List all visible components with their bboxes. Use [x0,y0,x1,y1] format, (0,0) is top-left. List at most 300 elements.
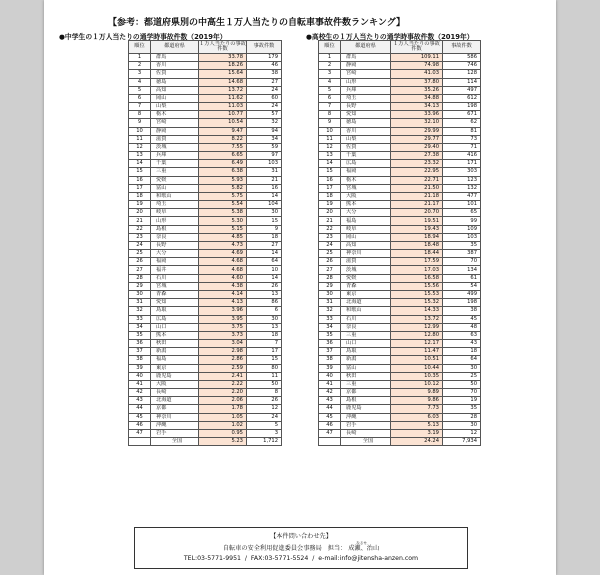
prefecture-cell: 岡山 [341,233,391,241]
table-row [129,315,282,323]
count-cell: 586 [443,54,481,62]
rate-cell: 29.40 [391,143,443,151]
count-cell: 303 [443,168,481,176]
rank-cell: 28 [129,274,151,282]
rank-cell: 46 [129,421,151,429]
prefecture-cell: 広島 [341,160,391,168]
count-cell: 7 [247,340,282,348]
rank-cell: 32 [319,307,341,315]
table-row [319,258,481,266]
contact-person-label: 担当： [327,545,347,552]
count-cell: 123 [443,176,481,184]
count-cell: 54 [443,282,481,290]
rate-cell: 29.99 [391,127,443,135]
table-row [319,356,481,364]
contact-heading: 【本件問い合わせ先】 [270,533,332,540]
prefecture-cell: 愛媛 [151,176,199,184]
rank-cell: 17 [129,184,151,192]
rank-cell: 3 [129,70,151,78]
prefecture-cell: 香川 [341,127,391,135]
table-row [129,127,282,135]
count-cell: 12 [247,405,282,413]
table-row [319,78,481,86]
count-cell: 198 [443,299,481,307]
table-row [129,160,282,168]
prefecture-cell: 兵庫 [151,152,199,160]
rank-cell: 9 [319,119,341,127]
rank-cell: 34 [129,323,151,331]
prefecture-cell: 和歌山 [151,192,199,200]
rate-cell: 11.62 [199,94,247,102]
count-cell: 35 [443,405,481,413]
count-cell: 65 [443,209,481,217]
prefecture-cell: 神奈川 [341,250,391,258]
prefecture-cell: 長野 [341,103,391,111]
table-row [319,315,481,323]
rate-cell: 10.77 [199,111,247,119]
count-cell: 81 [443,127,481,135]
rate-cell: 3.04 [199,340,247,348]
table-row [319,54,481,62]
table-row [319,127,481,135]
prefecture-cell: 石川 [341,315,391,323]
header-row [319,41,481,54]
table-row [319,86,481,94]
table-row [129,299,282,307]
table-row [319,413,481,421]
count-cell: 18 [247,233,282,241]
table-row [319,62,481,70]
prefecture-cell: 岐阜 [341,225,391,233]
prefecture-cell: 福岡 [341,168,391,176]
prefecture-cell: 徳島 [341,119,391,127]
rate-cell: 3.96 [199,307,247,315]
rate-cell: 12.80 [391,331,443,339]
count-cell: 80 [247,364,282,372]
prefecture-cell: 全国 [341,438,391,446]
count-cell: 179 [247,54,282,62]
table-row [129,340,282,348]
table-row [319,184,481,192]
rate-cell: 37.80 [391,78,443,86]
count-cell: 60 [247,94,282,102]
rank-cell: 27 [319,266,341,274]
table-row [319,103,481,111]
rate-cell: 3.75 [199,323,247,331]
rate-cell: 16.58 [391,274,443,282]
table-row [319,111,481,119]
rank-cell: 43 [319,397,341,405]
table-row [129,94,282,102]
column-header: 事故件数 [443,41,481,54]
table-row [129,62,282,70]
table-row [129,429,282,437]
rank-cell: 25 [319,250,341,258]
rate-cell: 5.23 [199,438,247,446]
rank-cell: 47 [319,429,341,437]
rate-cell: 33.78 [199,54,247,62]
rank-cell: 6 [129,94,151,102]
rank-cell: 21 [129,217,151,225]
rank-cell: 38 [319,356,341,364]
count-cell: 14 [247,192,282,200]
rank-cell: 35 [319,331,341,339]
table-row [319,290,481,298]
prefecture-cell: 静岡 [151,127,199,135]
prefecture-cell: 群馬 [341,54,391,62]
prefecture-cell: 秋田 [151,340,199,348]
count-cell: 104 [247,201,282,209]
rank-cell: 29 [129,282,151,290]
rate-cell: 15.56 [391,282,443,290]
count-cell: 14 [247,250,282,258]
document-page [44,0,556,575]
rate-cell: 10.12 [391,380,443,388]
rate-cell: 12.99 [391,323,443,331]
rank-cell: 1 [129,54,151,62]
rank-cell: 4 [319,78,341,86]
contact-fax: FAX:03-5771-5524 [250,555,309,562]
prefecture-cell: 宮崎 [151,119,199,127]
rank-cell: 24 [319,241,341,249]
count-cell: 28 [443,413,481,421]
count-cell: 32 [247,119,282,127]
table-row [129,397,282,405]
count-cell: 16 [247,184,282,192]
prefecture-cell: 北海道 [341,299,391,307]
rank-cell: 26 [319,258,341,266]
rate-cell: 4.60 [199,274,247,282]
table-row [129,372,282,380]
table-row [319,135,481,143]
rank-cell: 20 [129,209,151,217]
count-cell: 8 [247,389,282,397]
rank-cell: 35 [129,331,151,339]
rate-cell: 21.17 [391,201,443,209]
prefecture-cell: 茨城 [341,266,391,274]
table-row [129,78,282,86]
rank-cell: 22 [319,225,341,233]
prefecture-cell: 熊本 [151,331,199,339]
rank-cell: 11 [129,135,151,143]
table-row [319,299,481,307]
rate-cell: 2.06 [199,397,247,405]
rank-cell: 36 [319,340,341,348]
count-cell: 103 [247,160,282,168]
rate-cell: 6.38 [199,168,247,176]
prefecture-cell: 高知 [151,86,199,94]
count-cell: 45 [443,315,481,323]
count-cell: 21 [247,176,282,184]
table-row [129,380,282,388]
table-row [129,290,282,298]
count-cell: 50 [247,380,282,388]
senior-subtitle: ●高校生の１万人当たりの通学時事故件数（2019年） [306,33,474,41]
rate-cell: 2.86 [199,356,247,364]
prefecture-cell: 長崎 [341,429,391,437]
table-row [319,209,481,217]
table-row [129,323,282,331]
count-cell: 132 [443,184,481,192]
prefecture-cell: 三重 [341,331,391,339]
count-cell: 73 [443,135,481,143]
rate-cell: 18.44 [391,250,443,258]
count-cell: 1,712 [247,438,282,446]
senior-ranking-table [318,40,481,446]
count-cell: 18 [443,348,481,356]
rank-cell: 40 [129,372,151,380]
table-row [129,217,282,225]
table-row [319,225,481,233]
count-cell: 71 [443,143,481,151]
count-cell: 26 [247,282,282,290]
count-cell: 114 [443,78,481,86]
count-cell: 59 [247,143,282,151]
prefecture-cell: 鳥取 [151,307,199,315]
rank-cell: 31 [129,299,151,307]
rank-cell [129,438,151,446]
table-row [319,429,481,437]
rate-cell: 5.15 [199,225,247,233]
rate-cell: 7.73 [391,405,443,413]
prefecture-cell: 大阪 [151,380,199,388]
table-row [319,331,481,339]
prefecture-cell: 岐阜 [151,209,199,217]
prefecture-cell: 山形 [341,78,391,86]
prefecture-cell: 東京 [341,290,391,298]
rank-cell: 2 [319,62,341,70]
rate-cell: 2.41 [199,372,247,380]
table-row [129,70,282,78]
rate-cell: 5.93 [199,176,247,184]
rate-cell: 3.73 [199,331,247,339]
table-row [129,307,282,315]
total-row [319,438,481,446]
count-cell: 94 [247,127,282,135]
table-row [129,421,282,429]
prefecture-cell: 島根 [151,225,199,233]
prefecture-cell: 滋賀 [341,258,391,266]
table-row [319,405,481,413]
rank-cell: 22 [129,225,151,233]
table-row [129,111,282,119]
prefecture-cell: 静岡 [341,62,391,70]
contact-phone-line [135,555,467,562]
column-header: 順位 [129,41,151,54]
table-row [319,372,481,380]
rank-cell: 3 [319,70,341,78]
count-cell: 171 [443,160,481,168]
table-row [319,201,481,209]
count-cell: 128 [443,70,481,78]
prefecture-cell: 山口 [151,323,199,331]
table-row [319,421,481,429]
prefecture-cell: 山形 [151,217,199,225]
rank-cell: 10 [129,127,151,135]
prefecture-cell: 三重 [341,380,391,388]
rank-cell: 19 [319,201,341,209]
rank-cell: 43 [129,397,151,405]
rank-cell: 14 [129,160,151,168]
prefecture-cell: 神奈川 [151,413,199,421]
contact-organization: 自転車の安全利用促進委員会事務局 [222,545,322,552]
rate-cell: 22.95 [391,168,443,176]
rank-cell: 4 [129,78,151,86]
rate-cell: 2.98 [199,348,247,356]
prefecture-cell: 新潟 [341,356,391,364]
table-row [319,143,481,151]
contact-email[interactable]: e-mail:info@jitensha-anzen.com [318,555,419,562]
count-cell: 5 [247,421,282,429]
table-row [319,397,481,405]
rank-cell: 14 [319,160,341,168]
count-cell: 25 [443,372,481,380]
rank-cell: 21 [319,217,341,225]
prefecture-cell: 愛知 [151,299,199,307]
prefecture-cell: 高知 [341,241,391,249]
table-row [319,152,481,160]
rate-cell: 109.11 [391,54,443,62]
table-row [319,340,481,348]
rate-cell: 34.88 [391,94,443,102]
table-row [129,184,282,192]
table-row [129,152,282,160]
rank-cell: 5 [319,86,341,94]
prefecture-cell: 秋田 [341,372,391,380]
count-cell: 17 [247,348,282,356]
prefecture-cell: 埼玉 [341,94,391,102]
rate-cell: 4.14 [199,290,247,298]
rate-cell: 14.68 [199,78,247,86]
prefecture-cell: 北海道 [151,397,199,405]
rate-cell: 7.55 [199,143,247,151]
count-cell: 31 [247,168,282,176]
prefecture-cell: 香川 [151,62,199,70]
prefecture-cell: 栃木 [151,111,199,119]
rate-cell: 27.38 [391,152,443,160]
rate-cell: 5.13 [391,421,443,429]
count-cell: 43 [443,340,481,348]
count-cell: 19 [443,397,481,405]
rank-cell: 28 [319,274,341,282]
count-cell: 27 [247,241,282,249]
junior-ranking-table [128,40,282,446]
rank-cell: 9 [129,119,151,127]
rate-cell: 4.73 [199,241,247,249]
rate-cell: 17.59 [391,258,443,266]
rate-cell: 5.30 [199,217,247,225]
count-cell: 10 [247,266,282,274]
rate-cell: 4.68 [199,266,247,274]
table-row [319,168,481,176]
prefecture-cell: 山口 [341,340,391,348]
prefecture-cell: 兵庫 [341,86,391,94]
prefecture-cell: 佐賀 [341,143,391,151]
rank-cell: 33 [319,315,341,323]
count-cell: 671 [443,111,481,119]
prefecture-cell: 大阪 [341,192,391,200]
table-row [319,70,481,78]
rate-cell: 34.13 [391,103,443,111]
contact-tel: TEL:03-5771-9951 [183,555,241,562]
prefecture-cell: 大分 [341,209,391,217]
prefecture-cell: 福井 [151,266,199,274]
prefecture-cell: 千葉 [151,160,199,168]
rate-cell: 18.26 [199,62,247,70]
rank-cell: 13 [319,152,341,160]
rank-cell: 27 [129,266,151,274]
rank-cell: 46 [319,421,341,429]
table-row [319,241,481,249]
prefecture-cell: 鹿児島 [341,405,391,413]
rate-cell: 5.38 [199,209,247,217]
count-cell: 63 [443,331,481,339]
table-row [129,103,282,111]
count-cell: 24 [247,103,282,111]
table-row [129,274,282,282]
prefecture-cell: 茨城 [151,143,199,151]
prefecture-cell: 埼玉 [151,201,199,209]
prefecture-cell: 三重 [151,168,199,176]
rate-cell: 2.59 [199,364,247,372]
count-cell: 103 [443,233,481,241]
prefecture-cell: 全国 [151,438,199,446]
count-cell: 38 [443,307,481,315]
rate-cell: 14.33 [391,307,443,315]
count-cell: 30 [247,209,282,217]
rank-cell: 15 [129,168,151,176]
rank-cell [319,438,341,446]
column-header: 順位 [319,41,341,54]
prefecture-cell: 佐賀 [151,70,199,78]
rate-cell: 13.72 [199,86,247,94]
count-cell: 15 [247,217,282,225]
table-row [129,356,282,364]
header-row [129,41,282,54]
rate-cell: 20.70 [391,209,443,217]
prefecture-cell: 島根 [341,397,391,405]
prefecture-cell: 愛媛 [341,274,391,282]
column-header: １万人当たりの事故件数 [199,40,246,52]
rate-cell: 5.82 [199,184,247,192]
rank-cell: 30 [319,290,341,298]
prefecture-cell: 愛知 [341,111,391,119]
count-cell: 48 [443,323,481,331]
rank-cell: 15 [319,168,341,176]
table-row [319,323,481,331]
column-header: １万人当たりの事故件数 [391,41,443,54]
total-row [129,438,282,446]
count-cell: 30 [247,315,282,323]
rate-cell: 18.94 [391,233,443,241]
rank-cell: 8 [319,111,341,119]
rate-cell: 10.51 [391,356,443,364]
count-cell: 14 [247,274,282,282]
column-header: 都道府県 [341,41,391,54]
count-cell: 497 [443,86,481,94]
prefecture-cell: 岡山 [151,94,199,102]
rate-cell: 10.35 [391,372,443,380]
rank-cell: 16 [319,176,341,184]
rank-cell: 24 [129,241,151,249]
table-row [129,119,282,127]
prefecture-cell: 青森 [151,290,199,298]
count-cell: 38 [247,70,282,78]
count-cell: 26 [247,397,282,405]
rate-cell: 15.32 [391,299,443,307]
count-cell: 86 [247,299,282,307]
table-row [129,413,282,421]
